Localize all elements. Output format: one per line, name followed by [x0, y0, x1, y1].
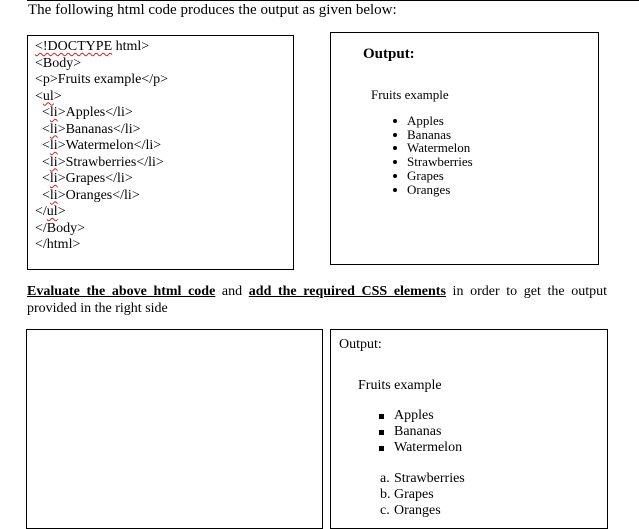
- list-marker: a.: [380, 471, 390, 486]
- code-line-html-close: </html>: [35, 237, 81, 252]
- output-bullet-list: [393, 114, 473, 196]
- output-box-original: [330, 32, 599, 265]
- code-line-li: <li>Oranges</li>: [35, 187, 140, 203]
- output-label: Output:: [363, 46, 415, 62]
- list-item: [380, 503, 465, 519]
- list-item: [380, 471, 465, 487]
- code-doctype-rest: html>: [112, 39, 150, 54]
- list-marker: c.: [380, 503, 390, 519]
- list-item: Watermelon: [379, 440, 462, 456]
- code-line-ul-close: </ul>: [35, 204, 66, 219]
- intro-text: The following html code produces the output as given below:: [28, 2, 397, 18]
- code-li-text: Oranges: [65, 187, 113, 203]
- instruction-rest: in order to get the output provided in the right side: [27, 284, 608, 316]
- output-alpha-list: [380, 471, 465, 520]
- code-li-text: Strawberries: [65, 154, 137, 170]
- output-box-target: [330, 329, 608, 529]
- answer-box: [26, 329, 323, 529]
- code-line-li: <li>Bananas</li>: [35, 121, 141, 137]
- code-li-token: li: [49, 105, 58, 120]
- list-item-text: Grapes: [394, 487, 434, 503]
- output-square-list: [379, 408, 462, 457]
- code-li-text: Grapes: [65, 171, 106, 186]
- list-item: Strawberries: [393, 155, 473, 169]
- list-item: Apples: [393, 114, 473, 128]
- list-item-text: Oranges: [394, 503, 441, 519]
- list-item: [380, 487, 465, 503]
- code-li-token: li: [49, 187, 58, 203]
- code-li-token: li: [49, 121, 58, 137]
- list-item: Watermelon: [393, 141, 473, 155]
- code-li-token: li: [49, 171, 58, 186]
- code-li-close: </li>: [136, 154, 164, 170]
- code-li-close: </li>: [105, 171, 133, 186]
- instruction-emphasis-1: Evaluate the above html code: [27, 284, 216, 299]
- list-marker: b.: [380, 487, 391, 503]
- code-li-text: Apples: [65, 105, 106, 120]
- code-line-li: <li>Watermelon</li>: [35, 138, 162, 153]
- list-item: Oranges: [393, 183, 473, 197]
- output-label: Output:: [339, 337, 382, 352]
- instruction-text: [27, 283, 607, 317]
- instruction-connector: and: [215, 284, 249, 299]
- list-item: Bananas: [393, 128, 473, 142]
- code-box: [27, 35, 294, 270]
- code-doctype-token: <!DOCTYPE: [35, 39, 113, 54]
- output-paragraph: Fruits example: [358, 378, 442, 393]
- code-line-li: <li>Strawberries</li>: [35, 154, 164, 170]
- code-li-text: Watermelon: [65, 138, 134, 153]
- code-line-body-close: </Body>: [35, 220, 86, 236]
- output-paragraph: Fruits example: [371, 87, 449, 102]
- code-line-doctype: [35, 39, 168, 56]
- list-item: Bananas: [379, 424, 462, 440]
- code-li-token: li: [49, 138, 58, 153]
- code-li-close: </li>: [113, 121, 141, 137]
- code-li-text: Bananas: [65, 121, 114, 137]
- code-line-li: <li>Grapes</li>: [35, 171, 133, 186]
- code-line-li: <li>Apples</li>: [35, 105, 133, 120]
- code-li-close: </li>: [112, 187, 140, 203]
- code-listing: [35, 39, 168, 254]
- code-line-paragraph: <p>Fruits example</p>: [35, 72, 169, 87]
- code-ul-token: ul: [42, 88, 54, 104]
- code-li-close: </li>: [105, 105, 133, 120]
- code-ul-close-token: ul: [46, 204, 58, 219]
- instruction-emphasis-2: add the required CSS elements: [248, 284, 446, 299]
- list-item-text: Strawberries: [394, 471, 465, 486]
- code-line-body-open: <Body>: [35, 55, 82, 71]
- top-rule: [27, 0, 639, 1]
- code-li-token: li: [49, 154, 58, 170]
- list-item: Grapes: [393, 169, 473, 183]
- list-item: Apples: [379, 408, 462, 424]
- code-line-ul-open: <ul>: [35, 88, 62, 104]
- code-li-close: </li>: [133, 138, 162, 153]
